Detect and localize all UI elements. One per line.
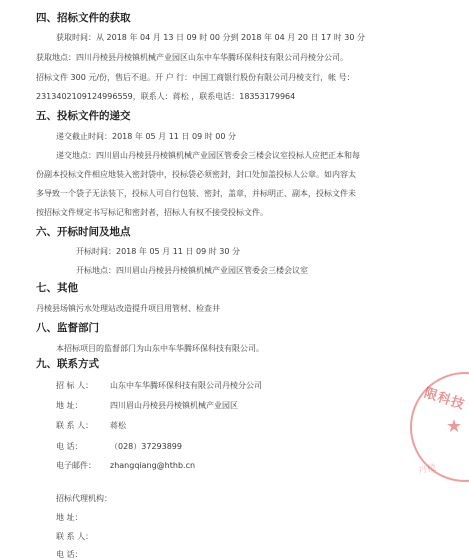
contact-label: 电子邮件： [56, 461, 96, 470]
contact-row [56, 421, 126, 431]
section-9-heading: 九、联系方式 [36, 358, 99, 370]
s5-line-1: 递交截止时间：2018 年 05 月 11 日 09 时 00 分 [56, 132, 236, 141]
contact-value: （028）37293899 [110, 442, 182, 451]
contact-label: 联 系 人： [56, 421, 94, 430]
seal-text-bottom: 丹棱 [417, 463, 438, 477]
s4-line-1: 获取时间：从 2018 年 04 月 13 日 09 时 00 分到 2018 年 04 月 20 日 17 时 30 分 [56, 33, 366, 42]
s5-line-5: 按招标文件规定书写标记和密封者，招标人有权不接受投标文件。 [36, 208, 268, 217]
s4-line-2: 获取地点：四川丹棱县丹棱镇机械产业园区山东中车华腾环保科技有限公司丹棱分公司。 [36, 53, 348, 62]
contact-row [56, 401, 238, 411]
contact-label: 电 话： [56, 442, 83, 451]
s5-line-4: 多导致一个袋子无法装下，投标人可自行包装、密封，盖章，并标明正、副本，投标文件未 [36, 189, 356, 198]
s4-line-3: 招标文件 300 元/份，售后不退。开 户 行：中国工商银行股份有限公司丹棱支行，帐 号： [36, 73, 355, 82]
contact-value: 蒋松 [110, 421, 126, 430]
agency-label: 联 系 人： [56, 532, 94, 541]
s8-line-1: 本招标项目的监督部门为山东中车华腾环保科技有限公司。 [56, 344, 264, 353]
agency-title: 招标代理机构： [56, 494, 112, 503]
contact-row [56, 461, 195, 471]
seal-star-icon: ★ [446, 416, 463, 437]
contact-value: 山东中车华腾环保科技有限公司丹棱分公司 [110, 381, 262, 390]
s5-line-2: 递交地点：四川眉山丹棱县丹棱镇机械产业园区管委会三楼会议室投标人应把正本和每 [56, 151, 360, 160]
agency-label: 电 话： [56, 550, 83, 559]
agency-row [56, 550, 110, 560]
contact-value: 四川眉山丹棱县丹棱镇机械产业园区 [110, 401, 238, 410]
section-8-heading: 八、监督部门 [36, 322, 99, 334]
section-5-heading: 五、投标文件的递交 [36, 110, 131, 122]
contact-email: zhangqiang@hthb.cn [110, 461, 196, 470]
section-6-heading: 六、开标时间及地点 [36, 226, 131, 238]
seal-text-top: 限科技 [422, 385, 467, 414]
s4-line-4: 2313402109124996559，联系人：蒋松 ，联系电话：18353179964 [36, 92, 296, 101]
s5-line-3: 份副本投标文件相应地装入密封袋中，投标袋必须密封，封口处加盖投标人公章。如内容太 [36, 170, 356, 179]
agency-label: 地 址： [56, 513, 83, 522]
s7-line-1: 丹棱县场镇污水处理站改造提升项目用管材、检查井 [36, 304, 220, 313]
section-7-heading: 七、其他 [36, 282, 78, 294]
contact-row [56, 442, 182, 452]
agency-row [56, 513, 110, 523]
contact-row [56, 381, 262, 391]
s6-line-1: 开标时间：2018 年 05 月 11 日 09 时 30 分 [76, 247, 240, 256]
s6-line-2: 开标地点：四川眉山丹棱县丹棱镇机械产业园区管委会三楼会议室 [76, 266, 308, 275]
contact-label: 地 址： [56, 401, 83, 410]
contact-label: 招 标 人： [56, 381, 94, 390]
agency-row [56, 532, 110, 542]
section-4-heading: 四、招标文件的获取 [36, 12, 131, 24]
